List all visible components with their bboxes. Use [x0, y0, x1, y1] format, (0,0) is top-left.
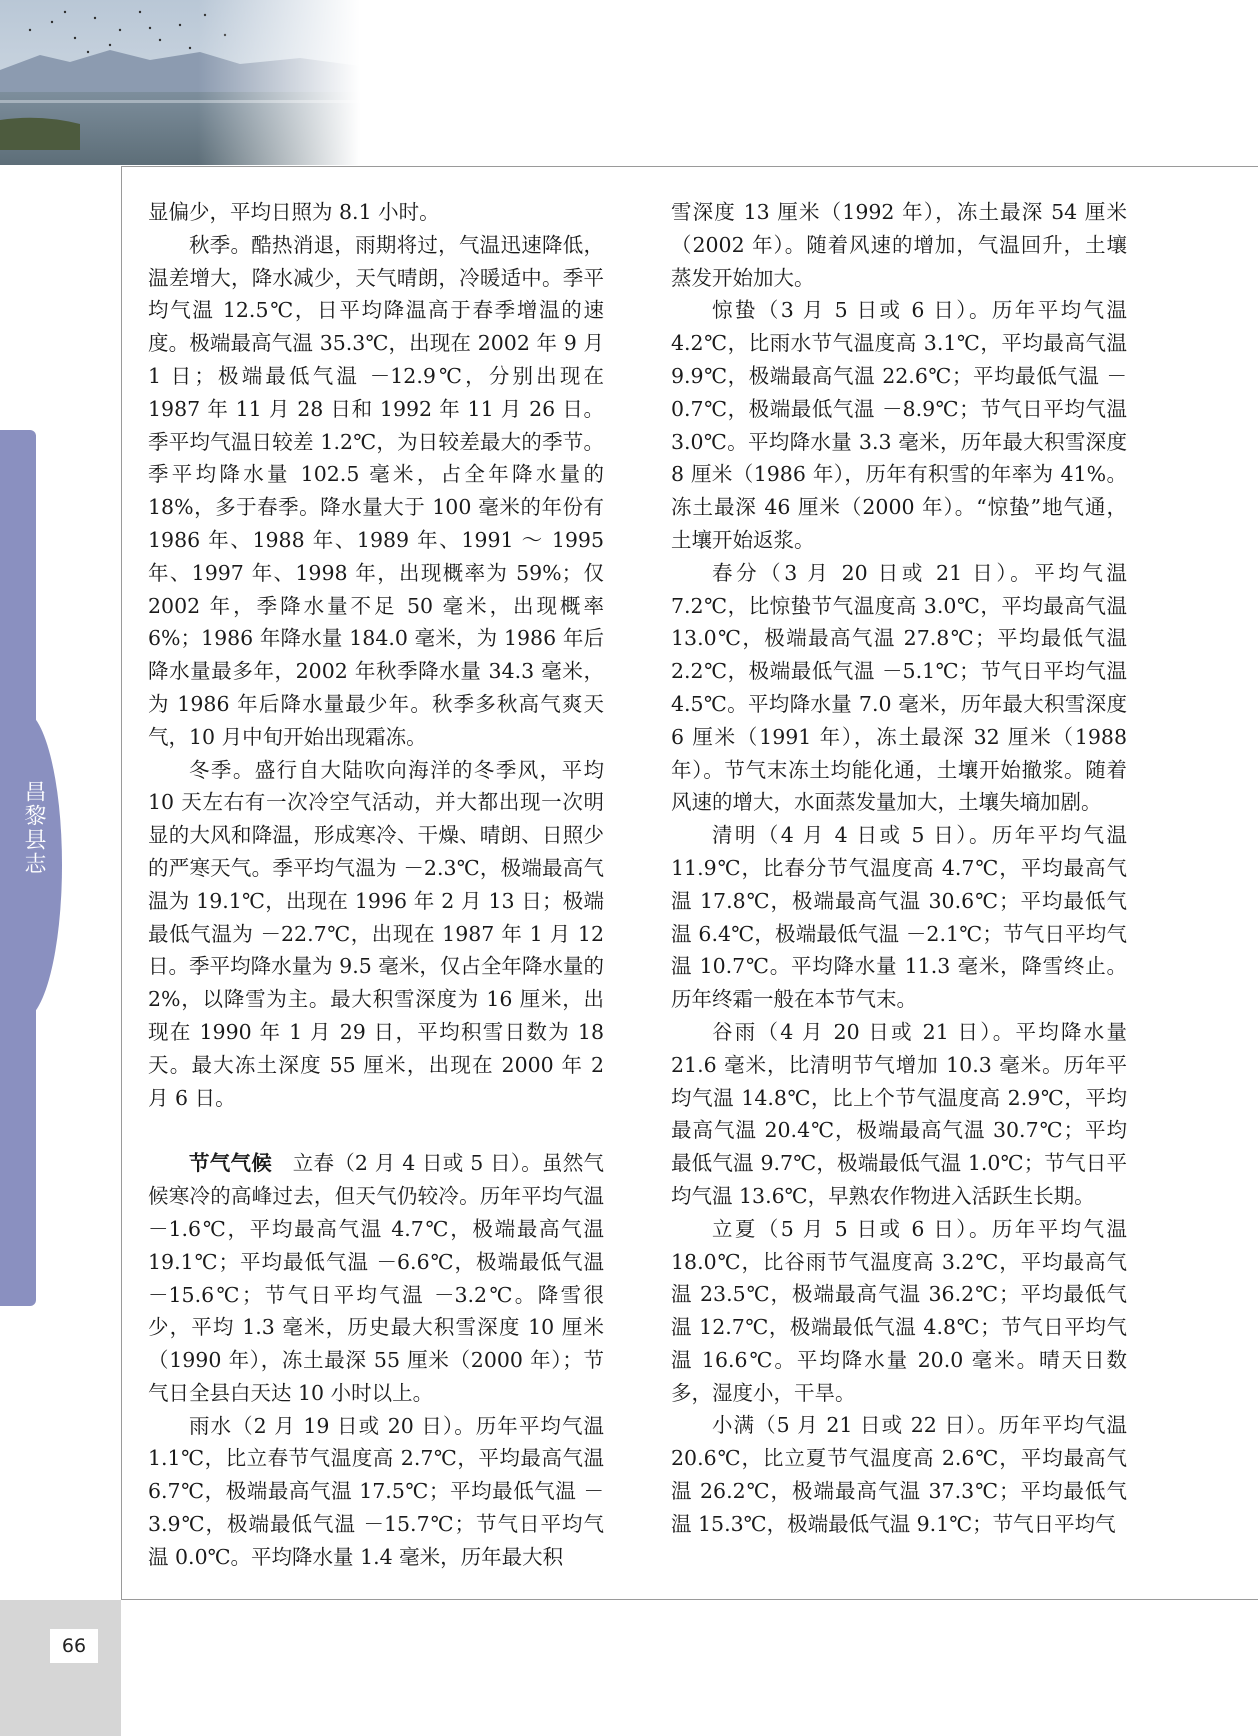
- left-column: [148, 196, 604, 1574]
- side-book-title: 昌黎县志: [21, 780, 46, 876]
- footer-divider: [122, 1599, 1258, 1600]
- paragraph: 雪深度 13 厘米（1992 年），冻土最深 54 厘米（2002 年）。随着风速的增加，气温回升，土壤蒸发开始加大。: [671, 200, 1127, 290]
- content-frame-left: [121, 166, 122, 1600]
- page-number: 66: [50, 1629, 98, 1663]
- right-column: [671, 196, 1127, 1541]
- section-gap: [148, 1114, 604, 1147]
- paragraph-xiaoman: 小满（5 月 21 日或 22 日）。历年平均气温 20.6℃，比立夏节气温度高 2.6℃，平均最高气温 26.2℃，极端最高气温 37.3℃；平均最低气温 15.3℃，极端最低气温 9.1℃；节气日平均气: [671, 1413, 1127, 1536]
- paragraph-yushui: 雨水（2 月 19 日或 20 日）。历年平均气温 1.1℃，比立春节气温度高 2.7℃，平均最高气温 6.7℃，极端最高气温 17.5℃；平均最低气温 －3.9℃，极端最低气温 －15.7℃；节气日平均气温 0.0℃。平均降水量 1.4 毫米，历年最大积: [148, 1413, 604, 1569]
- section-heading: 节气气候: [189, 1151, 272, 1176]
- paragraph-solar-terms: [148, 1147, 604, 1409]
- footer-band: [0, 1600, 121, 1736]
- paragraph-lixia: 立夏（5 月 5 日或 6 日）。历年平均气温 18.0℃，比谷雨节气温度高 3.2℃，平均最高气温 23.5℃，极端最高气温 36.2℃；平均最低气温 12.7℃，极端最低气温 4.8℃；节气日平均气温 16.6℃。平均降水量 20.0 毫米。晴天日数多，湿度小，干旱。: [671, 1216, 1127, 1405]
- paragraph-jingzhe: 惊蛰（3 月 5 日或 6 日）。历年平均气温 4.2℃，比雨水节气温度高 3.1℃，平均最高气温 9.9℃，极端最高气温 22.6℃；平均最低气温 －0.7℃，极端最低气温 －8.9℃；节气日平均气温 3.0℃。平均降水量 3.3 毫米，历年最大积雪深度 8 厘米（1986 年），历年有积雪的年率为 41%。冻土最深 46 厘米（2000 年）。“惊蛰”地气通，土壤开始返浆。: [671, 298, 1127, 552]
- paragraph-guyu: 谷雨（4 月 20 日或 21 日）。平均降水量 21.6 毫米，比清明节气增加 10.3 毫米。历年平均气温 14.8℃，比上个节气温度高 2.9℃，平均最高气温 20.4℃，极端最高气温 30.7℃；平均最低气温 9.7℃，极端最低气温 1.0℃；节气日平均气温 13.6℃，早熟农作物进入活跃生长期。: [671, 1019, 1127, 1208]
- header-landscape-photo: [0, 0, 360, 165]
- header-divider: [122, 166, 1258, 167]
- paragraph-chunfen: 春分（3 月 20 日或 21 日）。平均气温 7.2℃，比惊蛰节气温度高 3.0℃，平均最高气温 13.0℃，极端最高气温 27.8℃；平均最低气温 2.2℃，极端最低气温 －5.1℃；节气日平均气温 4.5℃。平均降水量 7.0 毫米，历年最大积雪深度 6 厘米（1991 年），冻土最深 32 厘米（1988 年）。节气末冻土均能化通，土壤开始撤浆。随着风速的增大，水面蒸发量加大，土壤失墒加剧。: [671, 560, 1127, 815]
- paragraph-qingming: 清明（4 月 4 日或 5 日）。历年平均气温 11.9℃，比春分节气温度高 4.7℃，平均最高气温 17.8℃，极端最高气温 30.6℃；平均最低气温 6.4℃，极端最低气温 －2.1℃；节气日平均气温 10.7℃。平均降水量 11.3 毫米，降雪终止。历年终霜一般在本节气末。: [671, 823, 1127, 1012]
- paragraph: 显偏少，平均日照为 8.1 小时。: [148, 200, 440, 224]
- paragraph-winter: 冬季。盛行自大陆吹向海洋的冬季风，平均 10 天左右有一次冷空气活动，并大都出现一次明显的大风和降温，形成寒冷、干燥、晴朗、日照少的严寒天气。季平均气温为 －2.3℃，极端最高气温为 19.1℃，出现在 1996 年 2 月 13 日；极端最低气温为 －22.7℃，出现在 1987 年 1 月 12 日。季平均降水量为 9.5 毫米，仅占全年降水量的 2%，以降雪为主。最大积雪深度为 16 厘米，出现在 1990 年 1 月 29 日，平均积雪日数为 18 天。最大冻土深度 55 厘米，出现在 2000 年 2 月 6 日。: [148, 757, 604, 1110]
- paragraph-autumn: 秋季。酷热消退，雨期将过，气温迅速降低，温差增大，降水减少，天气晴朗，冷暖适中。季平均气温 12.5℃，日平均降温高于春季增温的速度。极端最高气温 35.3℃，出现在 2002 年 9 月 1 日；极端最低气温 －12.9℃，分别出现在 1987 年 11 月 28 日和 1992 年 11 月 26 日。季平均气温日较差 1.2℃，为日较差最大的季节。季平均降水量 102.5 毫米，占全年降水量的 18%，多于春季。降水量大于 100 毫米的年份有 1986 年、1988 年、1989 年、1991 ～ 1995 年、1997 年、1998 年，出现概率为 59%；仅 2002 年，季降水量不足 50 毫米，出现概率 6%；1986 年降水量 184.0 毫米，为 1986 年后降水量最多年，2002 年秋季降水量 34.3 毫米，为 1986 年后降水量最少年。秋季多秋高气爽天气，10 月中旬开始出现霜冻。: [148, 232, 604, 749]
- paragraph-lichun: 立春（2 月 4 日或 5 日）。虽然气候寒冷的高峰过去，但天气仍较冷。历年平均气温 －1.6℃，平均最高气温 4.7℃，极端最高气温 19.1℃；平均最低气温 －6.6℃，极端最低气温 －15.6℃；节气日平均气温 －3.2℃。降雪很少，平均 1.3 毫米，历史最大积雪深度 10 厘米（1990 年），冻土最深 55 厘米（2000 年）；节气日全县白天达 10 小时以上。: [148, 1151, 605, 1405]
